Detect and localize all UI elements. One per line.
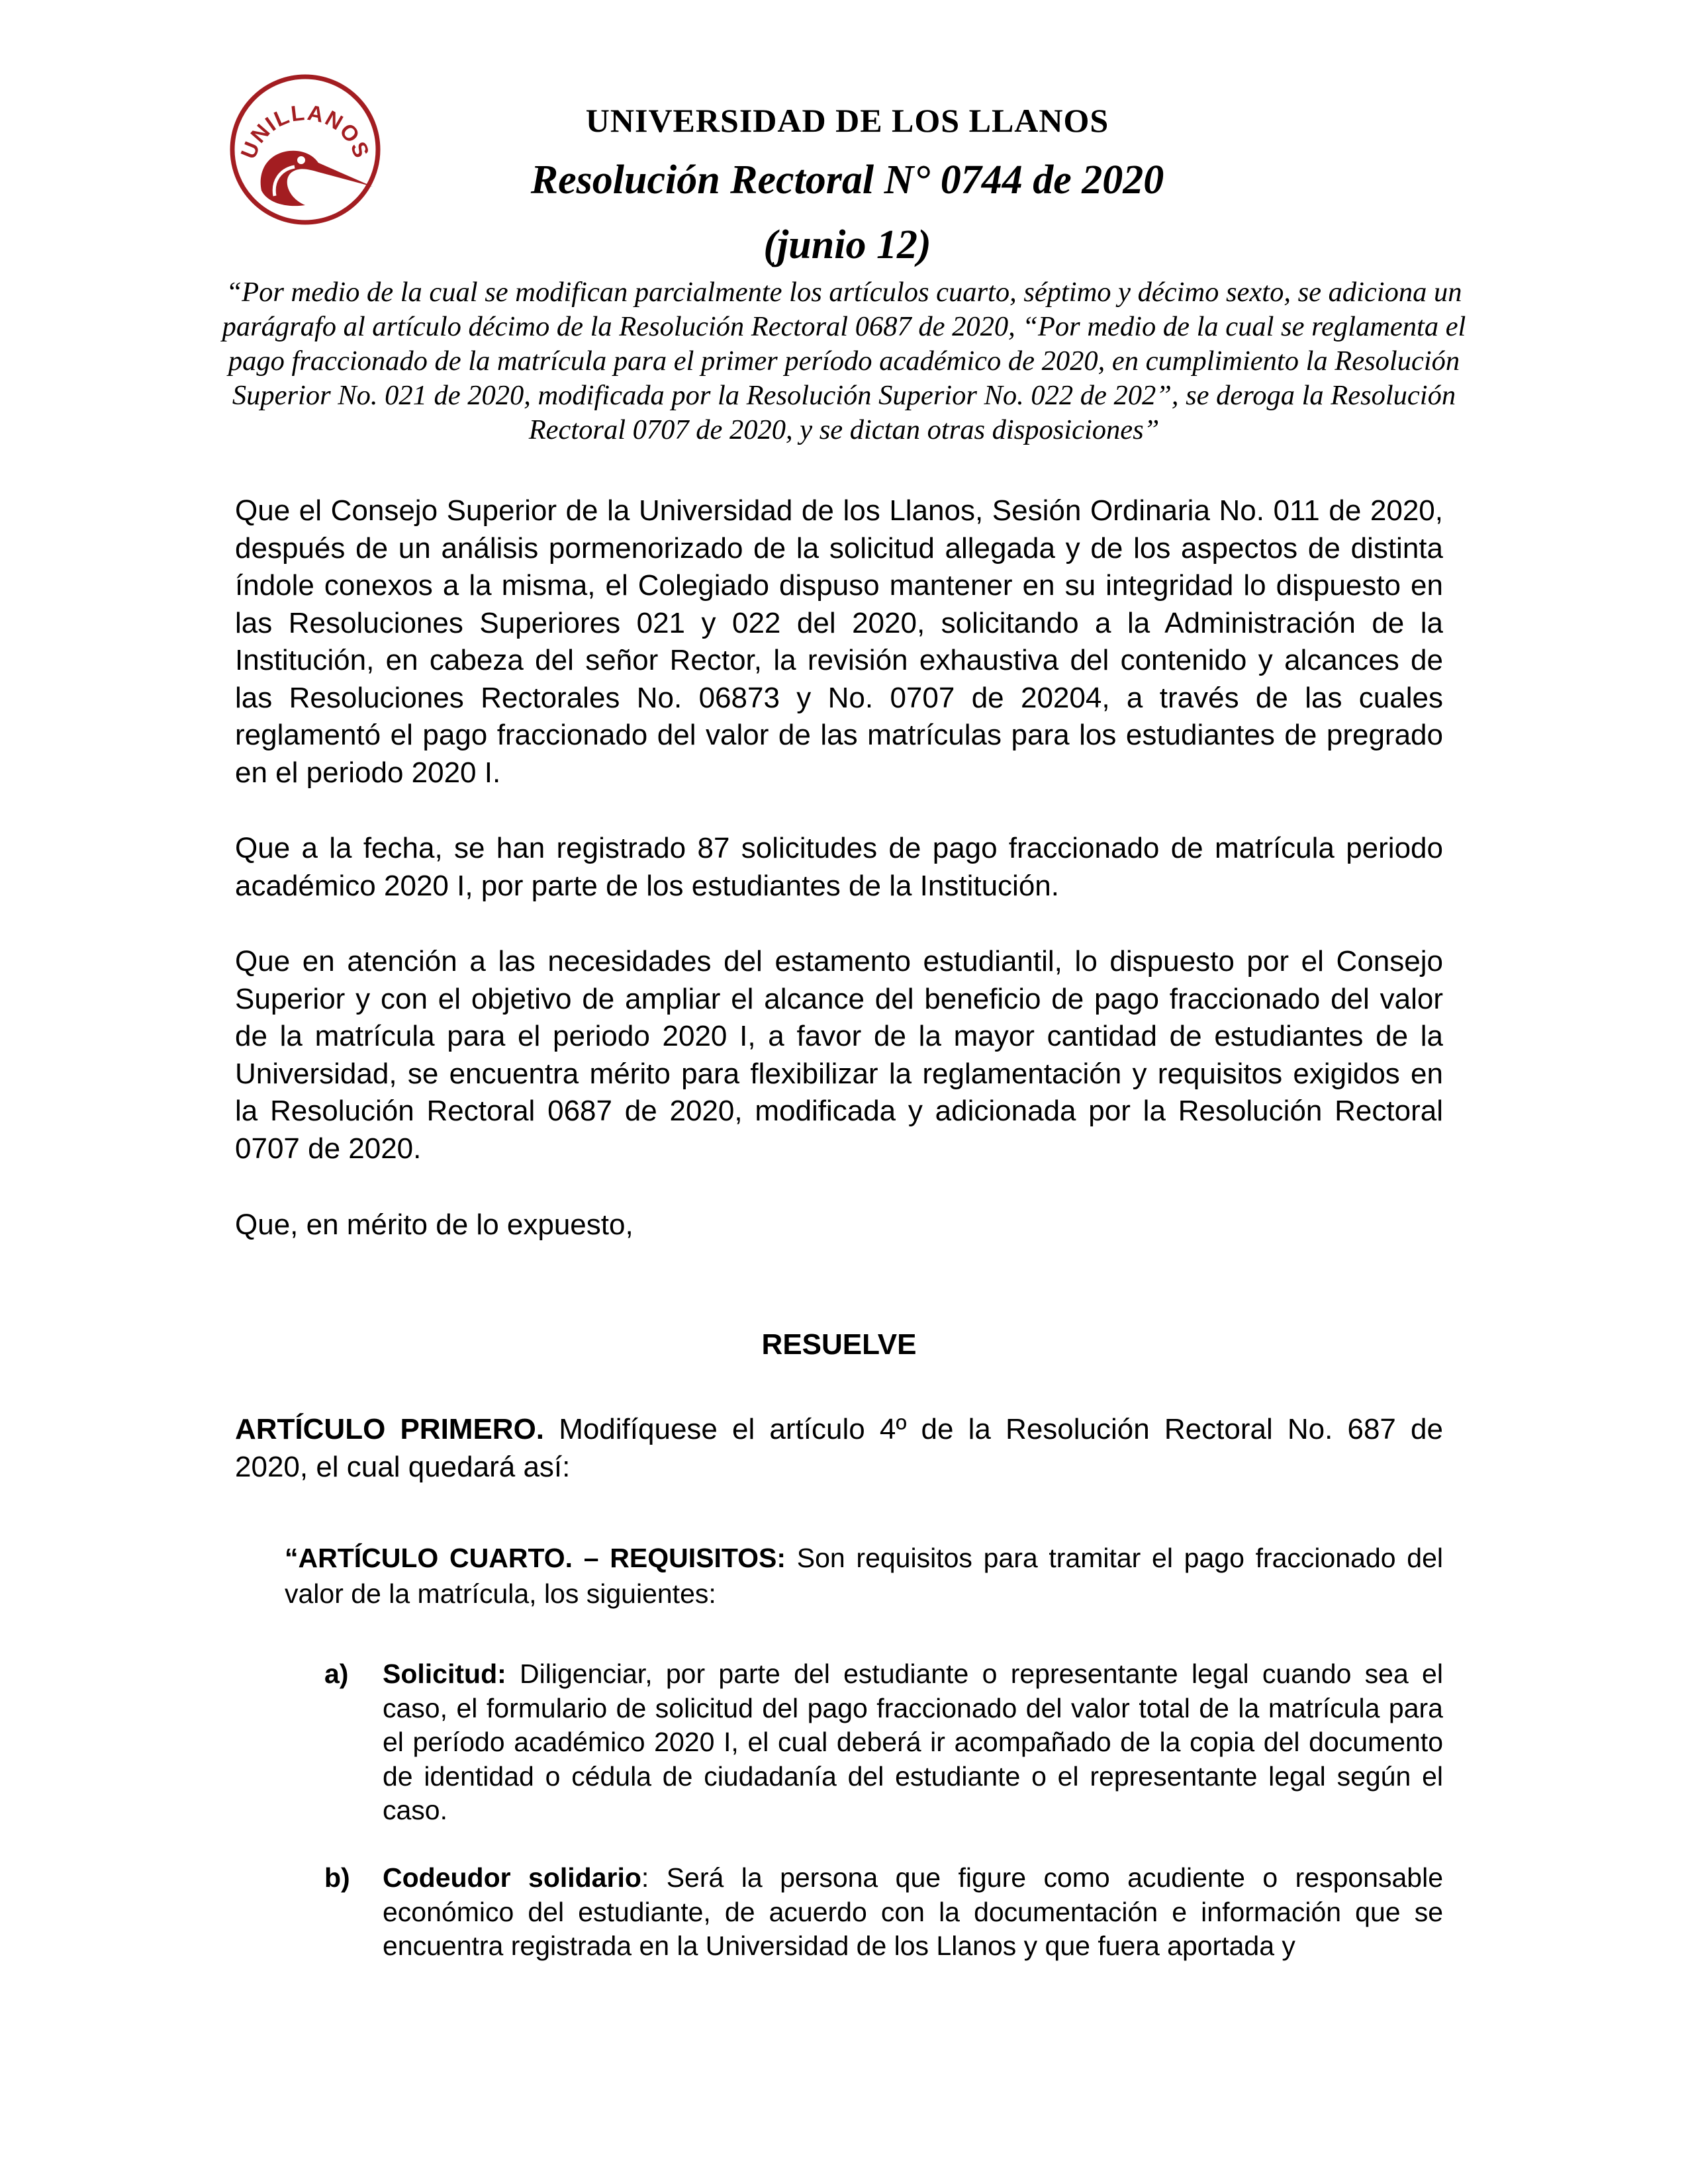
requirement-label: Codeudor solidario <box>383 1862 641 1893</box>
consideration-paragraph: Que, en mérito de lo expuesto, <box>235 1208 633 1241</box>
requirement-marker: a) <box>324 1659 349 1689</box>
resuelve-heading: RESUELVE <box>761 1328 917 1361</box>
consideration-paragraph: Que el Consejo Superior de la Universidad de los Llanos, Sesión Ordinaria No. 011 de 2020, después de un análisis pormenorizado de la solicitud allegada y de los aspectos de distinta índole conexos a la misma, el Colegiado dispuso mantener en su integridad lo dispuesto en las Resoluciones Superiores 021 y 022 del 2020, solicitando a la Administración de la Institución, en cabeza del señor Rector, la revisión exhaustiva del contenido y alcances de las Resoluciones Rectorales No. 06873 y No. 0707 de 20204, a través de las cuales reglamentó el pago fraccionado del valor de las matrículas para los estudiantes de pregrado en el periodo 2020 I. <box>235 494 1443 789</box>
requirement-item <box>324 1657 1443 1828</box>
requirement-body: : Será la persona que figure como acudiente o responsable económico del estudiante, de acuerdo con la documentación e información que se encuentra registrada en la Universidad de los Llanos y que fuera aportada y <box>383 1862 1443 1961</box>
consideration-paragraph: Que a la fecha, se han registrado 87 solicitudes de pago fraccionado de matrícula periodo académico 2020 I, por parte de los estudiantes de la Institución. <box>235 832 1443 902</box>
article-first-text: Modifíquese el artículo 4º de la Resolución Rectoral No. 687 de 2020, el cual quedará así: <box>235 1413 1443 1483</box>
university-logo <box>228 73 382 226</box>
requirement-item <box>324 1861 1443 1964</box>
university-name: UNIVERSIDAD DE LOS LLANOS <box>585 102 1109 139</box>
consideration-paragraph: Que en atención a las necesidades del estamento estudiantil, lo dispuesto por el Consejo Superior y con el objetivo de ampliar el alcance del beneficio de pago fraccionado del valor de la matrícula para el periodo 2020 I, a favor de la mayor cantidad de estudiantes de la Universidad, se encuentra mérito para flexibilizar la reglamentación y requisitos exigidos en la Resolución Rectoral 0687 de 2020, modificada y adicionada por la Resolución Rectoral 0707 de 2020. <box>235 945 1443 1165</box>
requirement-label: Solicitud: <box>383 1659 506 1689</box>
requirement-body: Diligenciar, por parte del estudiante o representante legal cuando sea el caso, el formulario de solicitud del pago fraccionado del valor total de la matrícula para el período académico 2020 I, el cual deberá ir acompañado de la copia del documento de identidad o cédula de ciudadanía del estudiante o el representante legal según el caso. <box>383 1659 1443 1825</box>
article-first <box>235 1411 1443 1486</box>
article-fourth-text: Son requisitos para tramitar el pago fraccionado del valor de la matrícula, los siguientes: <box>285 1543 1443 1609</box>
requirement-text <box>383 1657 1443 1828</box>
article-fourth <box>285 1540 1443 1612</box>
resolution-subject: “Por medio de la cual se modifican parcialmente los artículos cuarto, séptimo y décimo sexto, se adiciona un parágrafo al artículo décimo de la Resolución Rectoral 0687 de 2020, “Por medio de la cual se reglamenta el pago fraccionado de la matrícula para el primer período académico de 2020, en cumplimiento la Resolución Superior No. 021 de 2020, modificada por la Resolución Superior No. 022 de 202”, se deroga la Resolución Rectoral 0707 de 2020, y se dictan otras disposiciones” <box>222 277 1466 445</box>
svg-text:UNILLANOS: UNILLANOS <box>236 99 375 162</box>
resolution-date: (junio 12) <box>763 222 931 267</box>
requirement-text <box>383 1861 1443 1964</box>
article-fourth-heading: “ARTÍCULO CUARTO. – REQUISITOS: <box>285 1543 786 1573</box>
resolution-title: Resolución Rectoral N° 0744 de 2020 <box>530 158 1164 203</box>
requirement-marker: b) <box>324 1862 350 1893</box>
article-first-heading: ARTÍCULO PRIMERO. <box>235 1413 545 1445</box>
